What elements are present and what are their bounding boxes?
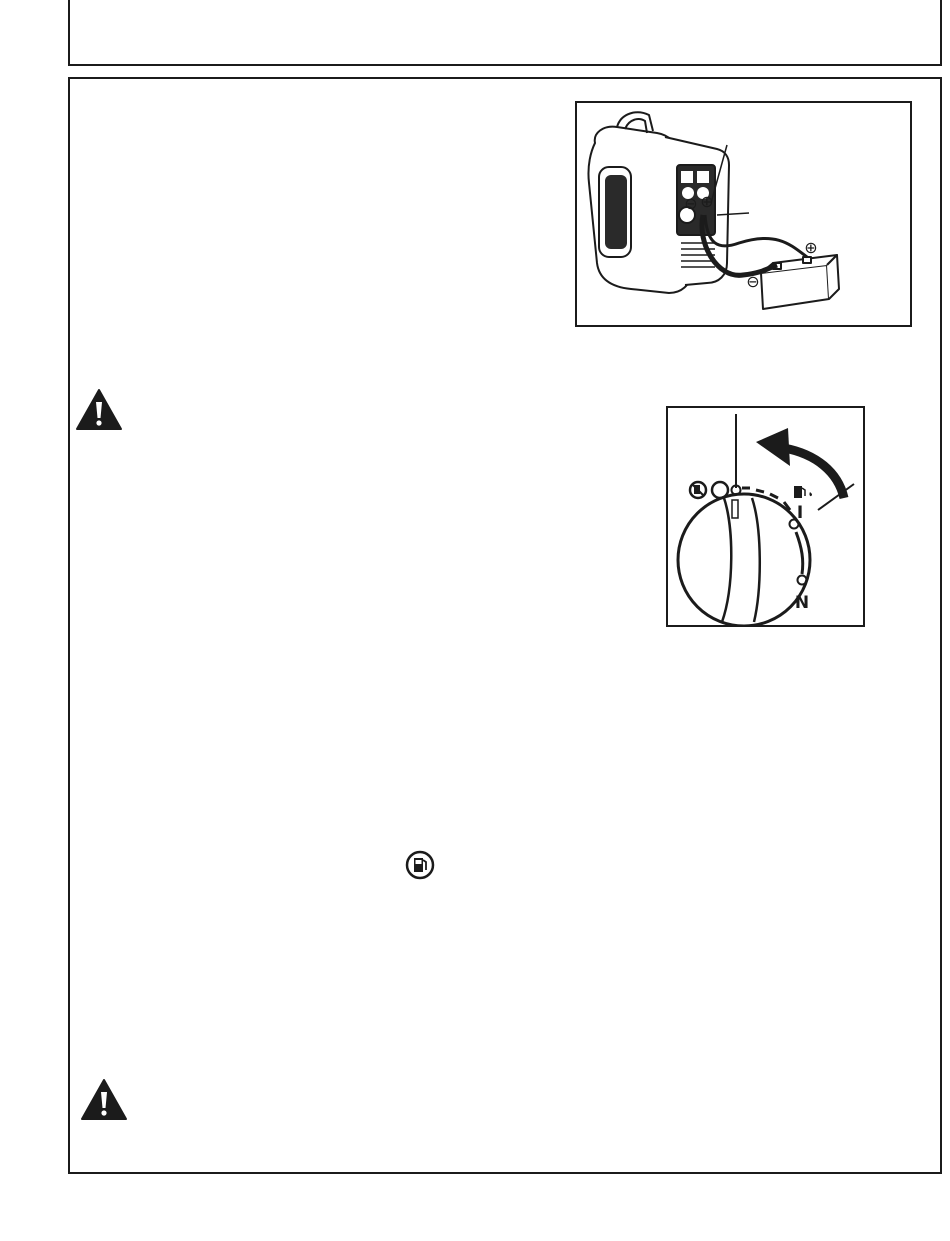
- dial-off-mark: N: [794, 593, 810, 613]
- panel-minus-symbol: ⊖: [684, 194, 698, 213]
- fuel-pump-icon: [405, 850, 435, 880]
- fuel-dial-figure: [666, 406, 865, 627]
- battery-plus-symbol: ⊕: [804, 238, 818, 257]
- page-header-box: [68, 0, 942, 66]
- generator-battery-figure: [575, 101, 912, 327]
- warning-triangle-icon: [75, 388, 123, 431]
- battery-minus-symbol: ⊖: [746, 272, 760, 291]
- warning-triangle-icon: [80, 1078, 128, 1121]
- dial-on-mark: I: [796, 503, 804, 523]
- panel-plus-symbol: ⊕: [700, 192, 714, 211]
